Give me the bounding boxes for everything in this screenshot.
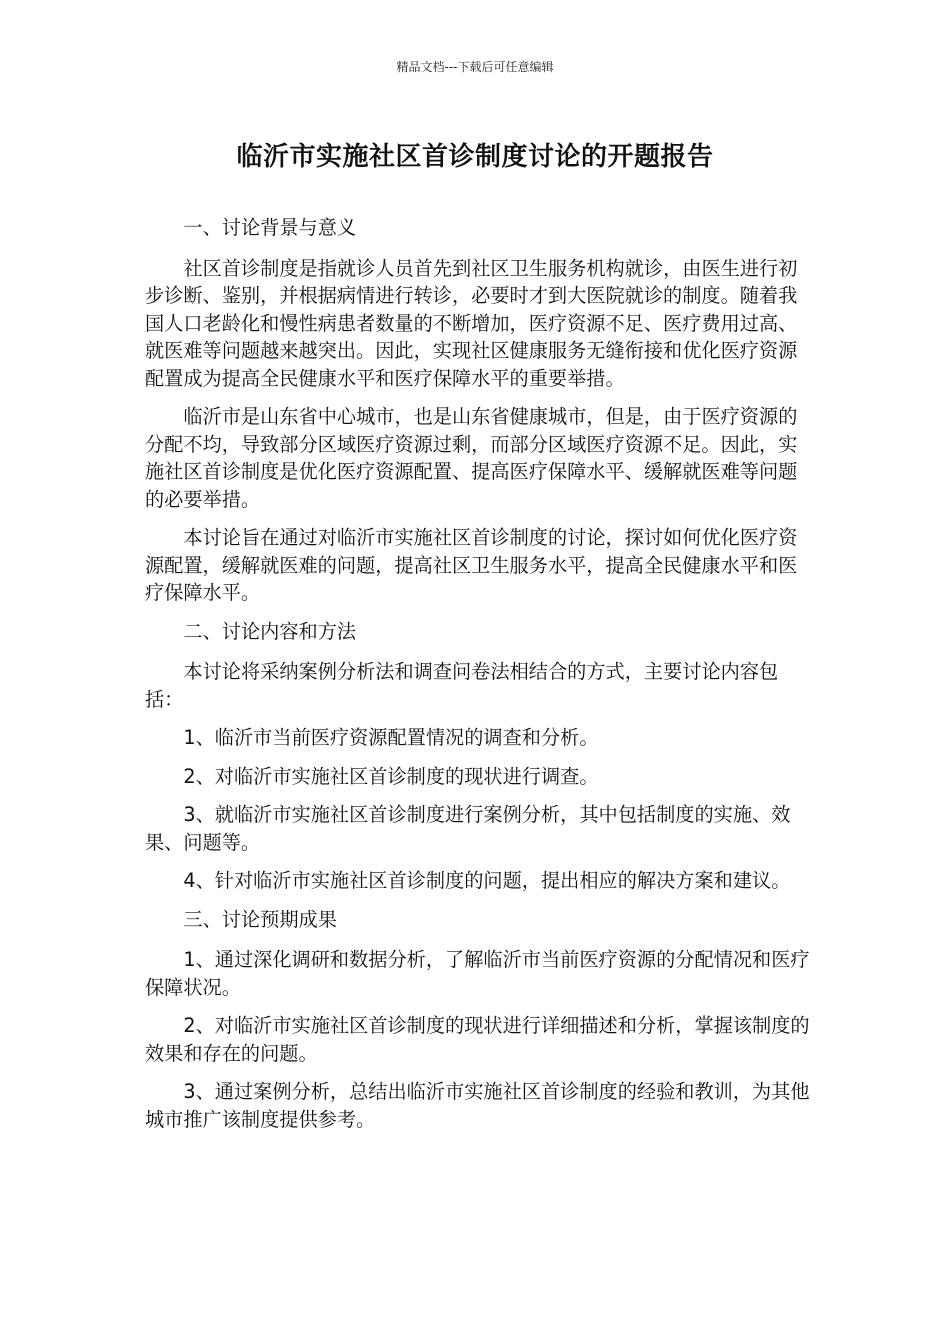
section-heading-background: 一、讨论背景与意义 [183, 216, 357, 239]
list-item-content-3: 3、就临沂市实施社区首诊制度进行案例分析，其中包括制度的实施、效果、问题等。 [145, 803, 791, 854]
list-item-content-2: 2、对临沂市实施社区首诊制度的现状进行调查。 [183, 764, 599, 788]
list-item-result-1: 1、通过深化调研和数据分析，了解临沂市当前医疗资源的分配情况和医疗保障状况。 [145, 948, 810, 999]
list-item-content-4: 4、针对临沂市实施社区首诊制度的问题，提出相应的解决方案和建议。 [183, 869, 791, 892]
paragraph-definition: 社区首诊制度是指就诊人员首先到社区卫生服务机构就诊，由医生进行初步诊断、鉴别，并根据病情进行转诊，必要时才到大医院就诊的制度。随着我国人口老龄化和慢性病患者数量的不断增加，医疗资源不足、医疗费用过高、就医难等问题越来越突出。因此，实现社区健康服务无缝衔接和优化医疗资源配置成为提高全民健康水平和医疗保障水平的重要举措。 [145, 256, 798, 390]
list-item-result-2: 2、对临沂市实施社区首诊制度的现状进行详细描述和分析，掌握该制度的效果和存在的问题。 [145, 1014, 810, 1065]
list-item-result-3: 3、通过案例分析，总结出临沂市实施社区首诊制度的经验和教训，为其他城市推广该制度提供参考。 [145, 1080, 810, 1131]
section-heading-content-methods: 二、讨论内容和方法 [183, 619, 357, 643]
document-title: 临沂市实施社区首诊制度讨论的开题报告 [236, 142, 714, 172]
paragraph-linyi-situation: 临沂市是山东省中心城市，也是山东省健康城市，但是，由于医疗资源的分配不均，导致部分区域医疗资源过剩，而部分区域医疗资源不足。因此，实施社区首诊制度是优化医疗资源配置、提高医疗保障水平、缓解就医难等问题的必要举措。 [145, 405, 798, 511]
section-heading-expected-results: 三、讨论预期成果 [183, 907, 337, 931]
document-body [145, 212, 813, 1144]
paragraph-methods-intro: 本讨论将采纳案例分析法和调查问卷法相结合的方式，主要讨论内容包括： [145, 660, 779, 711]
list-item-content-1: 1、临沂市当前医疗资源配置情况的调查和分析。 [183, 726, 599, 749]
paragraph-purpose: 本讨论旨在通过对临沂市实施社区首诊制度的讨论，探讨如何优化医疗资源配置，缓解就医难的问题，提高社区卫生服务水平，提高全民健康水平和医疗保障水平。 [145, 526, 798, 604]
page-header: 精品文档---下载后可任意编辑 [396, 60, 554, 74]
